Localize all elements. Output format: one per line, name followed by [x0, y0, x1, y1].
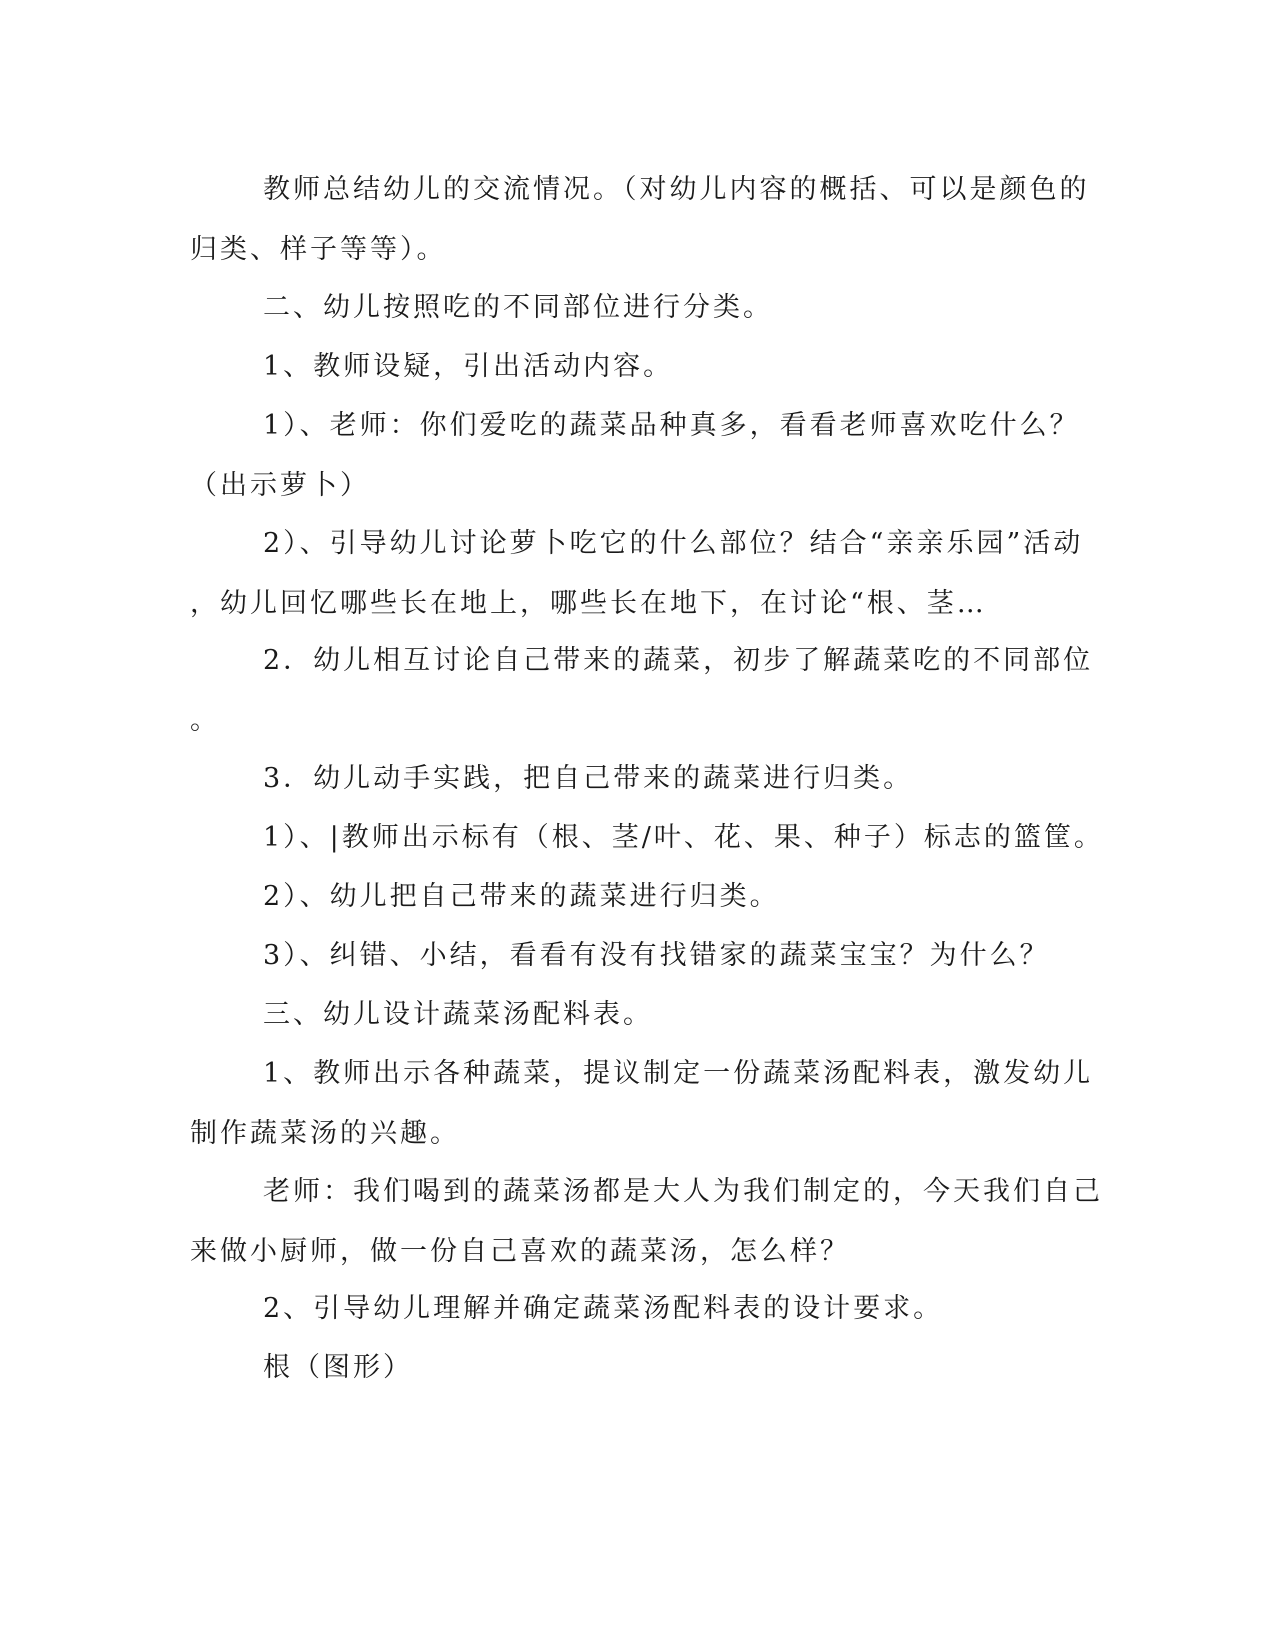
- text-line: 2）、幼儿把自己带来的蔬菜进行归类。: [263, 881, 780, 912]
- paragraph-root-shape: [190, 1338, 1070, 1398]
- paragraph-teacher-speech: [190, 1162, 1103, 1282]
- text-line: 1、教师出示各种蔬菜，提议制定一份蔬菜汤配料表，激发幼儿: [263, 1058, 1094, 1089]
- text-line: 2、引导幼儿理解并确定蔬菜汤配料表的设计要求。: [263, 1293, 944, 1324]
- text-line: 教师总结幼儿的交流情况。（对幼儿内容的概括、可以是颜色的: [263, 174, 1090, 205]
- text-line: 1）、老师：你们爱吃的蔬菜品种真多，看看老师喜欢吃什么？: [263, 410, 1080, 441]
- paragraph-step-2: [190, 631, 1094, 751]
- text-line: 1、教师设疑，引出活动内容。: [263, 351, 674, 382]
- text-line: 老师：我们喝到的蔬菜汤都是大人为我们制定的，今天我们自己: [263, 1176, 1103, 1207]
- text-line: 。: [190, 705, 220, 736]
- text-line: 1）、|教师出示标有（根、茎/叶、花、果、种子）标志的篮筐。: [263, 822, 1104, 853]
- text-line: 2．幼儿相互讨论自己带来的蔬菜，初步了解蔬菜吃的不同部位: [263, 645, 1094, 676]
- text-line: 根（图形）: [263, 1352, 413, 1383]
- text-line: （出示萝卜）: [190, 470, 370, 501]
- text-line: 三、幼儿设计蔬菜汤配料表。: [263, 999, 653, 1030]
- paragraph-discussion: [190, 514, 1084, 634]
- paragraph-substep-2: [190, 867, 1070, 927]
- text-line: 二、幼儿按照吃的不同部位进行分类。: [263, 292, 773, 323]
- text-line: 归类、样子等等）。: [190, 234, 447, 265]
- text-line: 2）、引导幼儿讨论萝卜吃它的什么部位？结合“亲亲乐园”活动: [263, 528, 1084, 559]
- paragraph-soup-intro: [190, 1044, 1094, 1164]
- step-heading: [190, 337, 1070, 397]
- text-line: 来做小厨师，做一份自己喜欢的蔬菜汤，怎么样？: [190, 1236, 850, 1267]
- paragraph-substep-1: [190, 808, 1104, 868]
- paragraph-design-requirements: [190, 1279, 1070, 1339]
- text-line: 制作蔬菜汤的兴趣。: [190, 1118, 460, 1149]
- paragraph-step-3: [190, 749, 1070, 809]
- section-heading-3: [190, 985, 1070, 1045]
- paragraph-teacher-question: [190, 396, 1080, 516]
- text-line: ，幼儿回忆哪些长在地上，哪些长在地下，在讨论“根、茎…: [190, 588, 987, 619]
- paragraph-summary: [190, 160, 1090, 280]
- section-heading-2: [190, 278, 1070, 338]
- text-line: 3）、纠错、小结，看看有没有找错家的蔬菜宝宝？为什么？: [263, 940, 1050, 971]
- paragraph-substep-3: [190, 926, 1070, 986]
- text-line: 3．幼儿动手实践，把自己带来的蔬菜进行归类。: [263, 763, 914, 794]
